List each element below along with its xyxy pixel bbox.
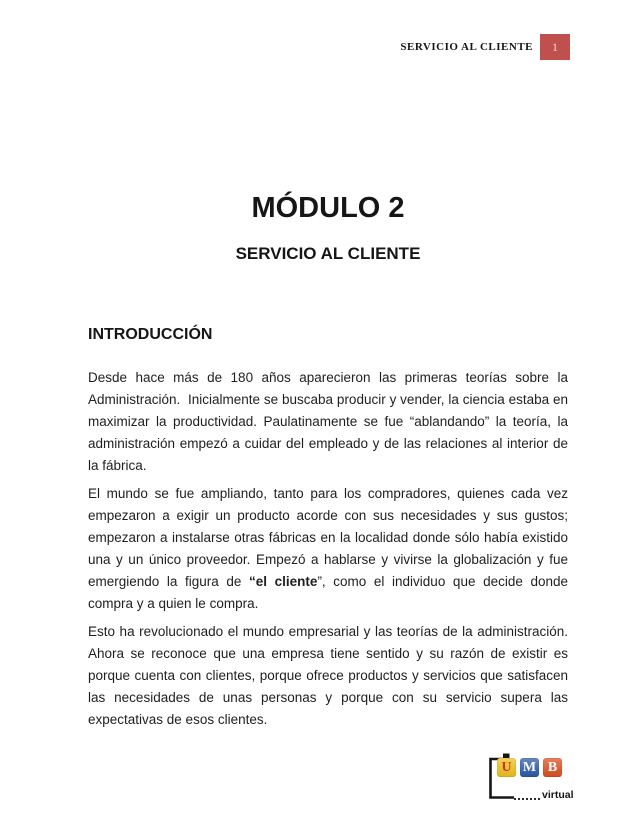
bold-text-run: “el cliente (249, 574, 318, 589)
logo-letter-b: B (543, 758, 562, 777)
logo-tagline: virtual (542, 789, 574, 801)
text-run: El mundo se fue ampliando, tanto para los compradores, quienes cada vez empezaron a exigir un producto acorde con sus necesidades y sus gustos; empezaron a instalarse otras fábricas en la localidad donde sólo había existido una y un único proveedor. Empezó a hablarse y vivirse la globalización y fue emergiendo la figura de (88, 486, 568, 589)
page-header (400, 34, 570, 60)
logo-tagline-row (514, 790, 574, 800)
logo-letter-m: M (520, 758, 539, 777)
header-doc-title: SERVICIO AL CLIENTE (400, 41, 533, 53)
text-run: ”, como el individuo que decide donde compra y a quien le compra. (88, 574, 569, 611)
module-subtitle: SERVICIO AL CLIENTE (235, 244, 421, 263)
page-number-badge: 1 (540, 34, 570, 60)
body-paragraphs (88, 367, 568, 737)
text-run: Desde hace más de 180 años aparecieron las primeras teorías sobre la Administración. Inicialmente se buscaba producir y vender, la ciencia estaba en maximizar la productividad. Paulatinamente se fue “ablandando” la teoría, la administración empezó a cuidar del empleado y de las relaciones al interior de la fábrica. (88, 370, 568, 473)
text-run: Esto ha revolucionado el mundo empresarial y las teorías de la administración. Ahora se reconoce que una empresa tiene sentido y su razón de existir es porque cuenta con clientes, porque ofrece productos y servicios que satisfacen las necesidades de unas personas y porque con su servicio supera las expectativas de esos clientes. (88, 624, 568, 727)
logo-letter-u: U (497, 758, 516, 777)
logo-letters (497, 758, 562, 777)
umb-virtual-logo (486, 750, 578, 808)
section-heading-introduccion: INTRODUCCIÓN (88, 326, 213, 343)
paragraph (88, 367, 568, 477)
module-title: MÓDULO 2 (251, 192, 405, 224)
logo-dotted-line-icon (514, 790, 540, 800)
paragraph (88, 621, 568, 731)
paragraph (88, 483, 568, 615)
